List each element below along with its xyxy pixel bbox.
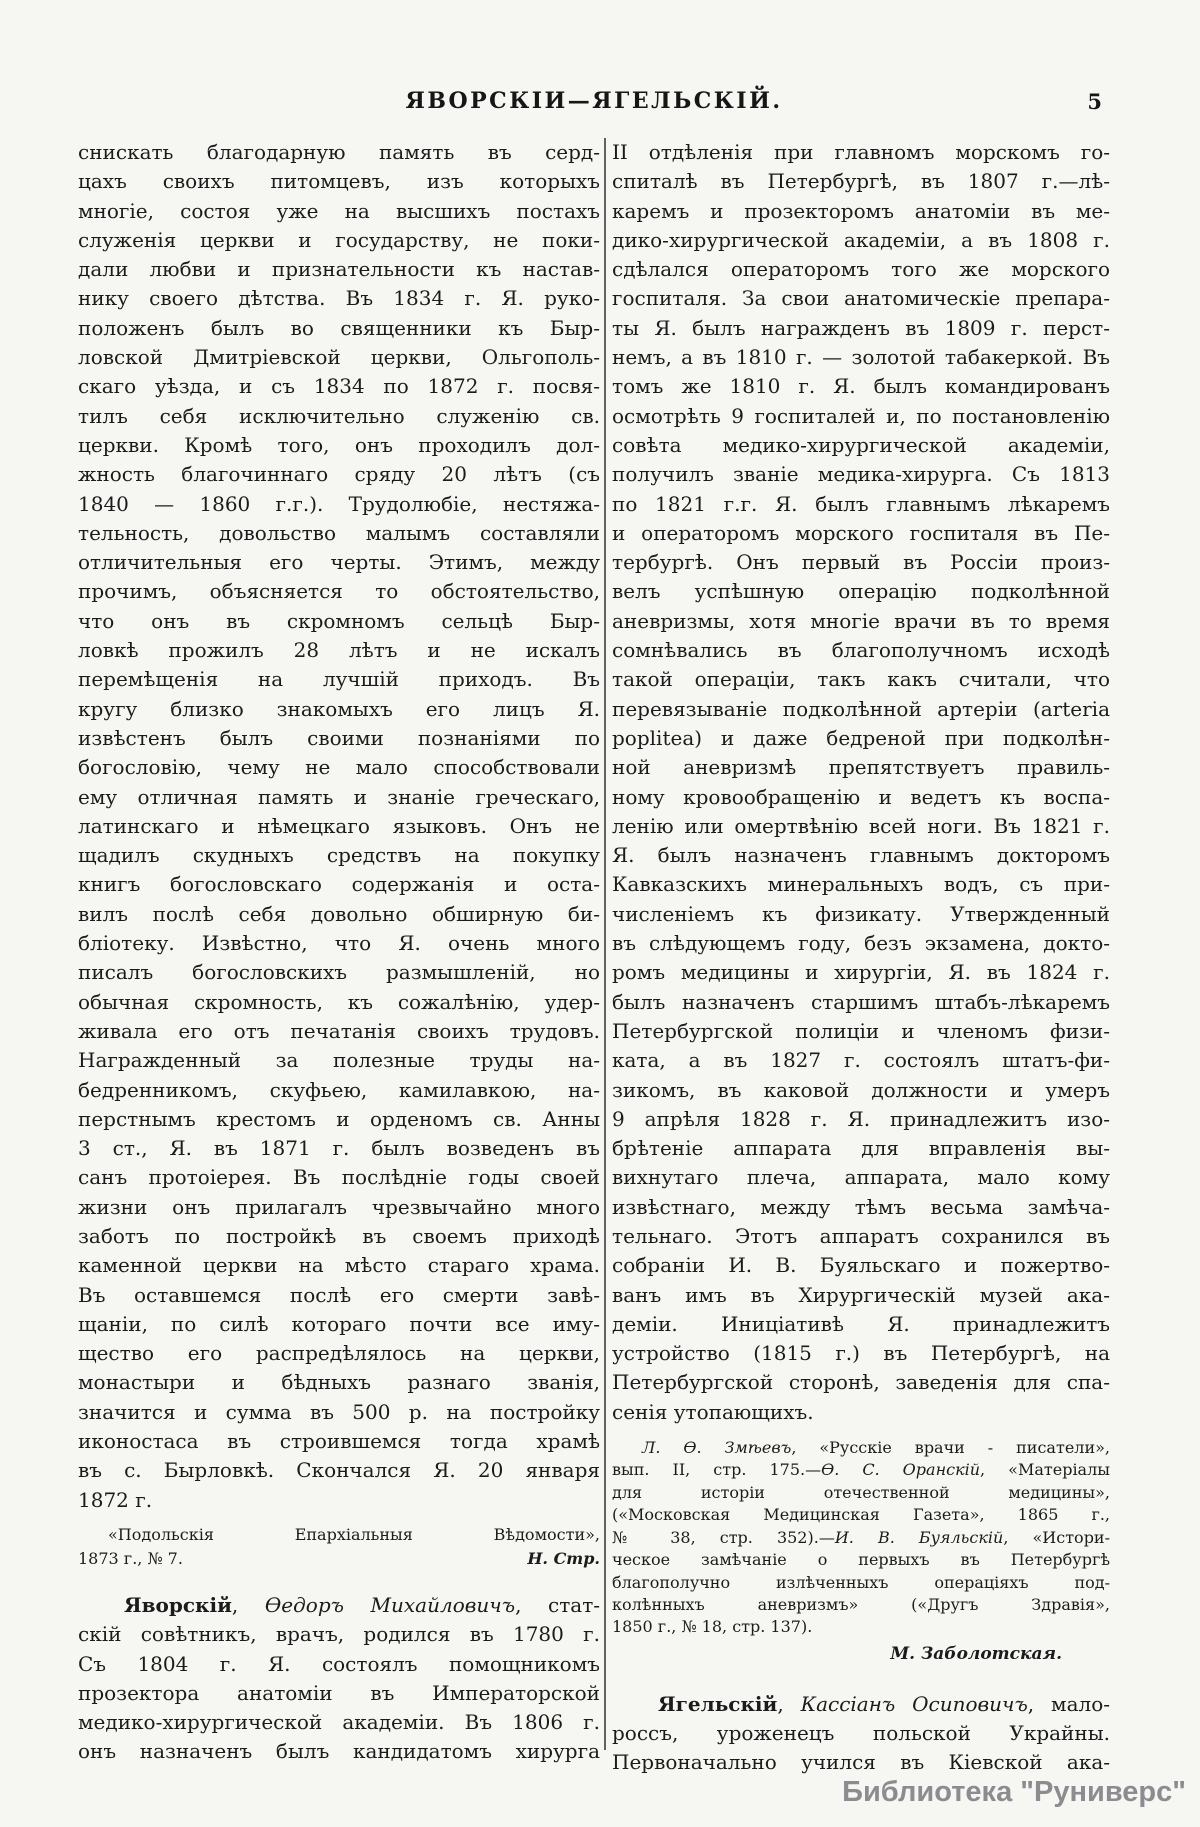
text-line: II отдѣленія при главномъ морскомъ го- [612, 140, 1110, 164]
text-line: 1850 г., № 18, стр. 137). [612, 1617, 813, 1637]
text-line: книгъ богословскаго содержанія и оста- [78, 872, 600, 897]
text-line: перемѣщенія на лучшій приходъ. Въ [78, 667, 600, 692]
text-line: церкви. Кромѣ того, онъ проходилъ дол- [78, 432, 600, 457]
text-line: ному кровообращенію и ведетъ къ воспа- [612, 784, 1110, 809]
text-line: Кавказскихъ минеральныхъ водъ, съ при- [612, 872, 1110, 897]
text-line: Ягельскій, Кассіанъ Осиповичъ, мало- [658, 1691, 1111, 1716]
text-line: poplitea) и даже бедреной при подколѣн- [612, 725, 1110, 750]
text-line: живала его отъ печатанія своихъ трудовъ. [78, 1018, 600, 1043]
text-line: благополучно излѣченныхъ операціяхъ под- [612, 1572, 1110, 1592]
text-line: («Московская Медицинская Газета», 1865 г., [612, 1505, 1110, 1525]
text-line: монастыри и бѣдныхъ разнаго званія, [78, 1370, 600, 1395]
text-line: многіе, состоя уже на высшихъ постахъ [78, 198, 600, 223]
text-line: онъ назначенъ былъ кандидатомъ хирурга [78, 1739, 600, 1764]
text-line: 1840 — 1860 г.г.). Трудолюбіе, нестяжа- [78, 491, 600, 516]
text-line: Яворскій, Ѳедоръ Михайловичъ, стат- [124, 1592, 601, 1617]
text-line: кругу близко знакомыхъ его лицъ Я. [78, 696, 600, 721]
text-line: дали любви и признательности къ настав- [78, 257, 600, 282]
text-line: каремъ и прозекторомъ анатоміи въ ме- [612, 198, 1110, 223]
text-line: госпиталя. За свои анатомическіе препара- [612, 286, 1110, 311]
text-line: цахъ своихъ питомцевъ, изъ которыхъ [78, 169, 600, 194]
text-line: щадилъ скудныхъ средствъ на покупку [78, 843, 600, 868]
entry-yagelsky-kassian [612, 1690, 1110, 1778]
text-line: въ с. Бырловкѣ. Скончался Я. 20 января [78, 1458, 600, 1483]
text-line: заботъ по постройкѣ въ своемъ приходѣ [78, 1223, 600, 1248]
text-line: тербургѣ. Онъ первый въ Россіи произ- [612, 550, 1110, 575]
text-line: вихнутаго плеча, аппарата, мало кому [612, 1165, 1110, 1190]
text-line: Петербургской полиціи и членомъ физи- [612, 1018, 1110, 1043]
text-line: перевязываніе подколѣнной артеріи (arteria [612, 696, 1110, 721]
text-line: сенія утопающихъ. [612, 1399, 814, 1424]
text-line: писалъ богословскихъ размышленій, но [78, 960, 600, 985]
text-line: бліотеку. Извѣстно, что Я. очень много [78, 931, 600, 956]
text-line: снискать благодарную память въ серд- [78, 140, 600, 164]
text-line: скій совѣтникъ, врачъ, родился въ 1780 г. [78, 1622, 600, 1647]
left-column [78, 138, 600, 1778]
text-line: колѣнныхъ аневризмъ» («Другъ Здравія», [612, 1594, 1110, 1614]
text-line: санъ протоіерея. Въ послѣдніе годы своей [78, 1165, 600, 1190]
right-column-body-text [612, 138, 1110, 1427]
text-line: и операторомъ морского госпиталя въ Пе- [612, 520, 1110, 545]
text-line: богословію, чему не мало способствовали [78, 755, 600, 780]
text-line: ловской Дмитріевской церкви, Ольгополь- [78, 345, 600, 370]
text-line: латинскаго и нѣмецкаго языковъ. Онъ не [78, 813, 600, 838]
text-line: прочимъ, объясняется то обстоятельство, [78, 579, 600, 604]
text-line: значится и сумма въ 500 р. на постройку [78, 1399, 600, 1424]
text-line: Награжденный за полезные труды на- [78, 1048, 600, 1073]
text-line: нику своего дѣтства. Въ 1834 г. Я. руко- [78, 286, 600, 311]
text-line: Въ оставшемся послѣ его смерти завѣ- [78, 1282, 600, 1307]
right-column-citation [612, 1437, 1110, 1639]
text-line: «Подольскія Епархіальныя Вѣдомости», [108, 1524, 600, 1544]
text-line: ловкѣ прожилъ 28 лѣтъ и не искалъ [78, 638, 600, 663]
text-line: тилъ себя исключительно служенію св. [78, 403, 600, 428]
column-divider-rule [604, 138, 606, 1750]
text-line: жность благочиннаго сряду 20 лѣтъ (съ [78, 462, 600, 487]
text-line: служенія церкви и государству, не поки- [78, 227, 600, 252]
running-head [78, 88, 1110, 114]
text-line: ромъ медицины и хирургіи, Я. въ 1824 г. [612, 960, 1110, 985]
text-line: щаніи, по силѣ котораго почти все иму- [78, 1311, 600, 1336]
text-line: ленію или омертвѣнію всей ноги. Въ 1821 г. [612, 813, 1110, 838]
text-line: извѣстнаго, между тѣмъ весьма замѣча- [612, 1194, 1110, 1219]
text-line: зикомъ, въ каковой должности и умеръ [612, 1077, 1110, 1102]
text-line: бедренникомъ, скуфьею, камилавкою, на- [78, 1077, 600, 1102]
text-line: сдѣлался операторомъ того же морского [612, 257, 1110, 282]
library-watermark: Библиотека "Руниверс" [842, 1776, 1186, 1808]
text-line: Я. былъ назначенъ главнымъ докторомъ [612, 843, 1110, 868]
text-line: ката, а въ 1827 г. состоялъ штатъ-фи- [612, 1048, 1110, 1073]
text-line: тельнаго. Этотъ аппаратъ сохранился въ [612, 1223, 1110, 1248]
text-line: каменной церкви на мѣсто стараго храма. [78, 1253, 600, 1278]
text-line: Съ 1804 г. Я. состоялъ помощникомъ [78, 1651, 600, 1676]
text-line: жизни онъ прилагалъ чрезвычайно много [78, 1194, 600, 1219]
text-line: 1872 г. [78, 1487, 153, 1512]
text-line: ты Я. былъ награжденъ въ 1809 г. перст- [612, 315, 1110, 340]
text-line: ческое замѣчаніе о первыхъ въ Петербургѣ [612, 1550, 1110, 1570]
text-line: извѣстенъ былъ своими познаніями по [78, 725, 600, 750]
text-line: Первоначально учился въ Кіевской ака- [612, 1750, 1110, 1775]
text-line: спиталѣ въ Петербургѣ, въ 1807 г.—лѣ- [612, 169, 1110, 194]
text-line: медико-хирургической академіи. Въ 1806 г. [78, 1710, 600, 1735]
text-line: аневризмы, хотя многіе врачи въ то время [612, 608, 1110, 633]
text-line: численіемъ къ физикату. Утвержденный [612, 901, 1110, 926]
text-line: 9 апрѣля 1828 г. Я. принадлежитъ изо- [612, 1106, 1110, 1131]
line-signature: Н. Стр. [527, 1548, 600, 1568]
text-line: томъ же 1810 г. Я. былъ командированъ [612, 374, 1110, 399]
left-column-body-text [78, 138, 600, 1515]
text-line: 3 ст., Я. въ 1871 г. былъ возведенъ въ [78, 1136, 600, 1161]
text-line: скаго уѣзда, и съ 1834 по 1872 г. посвя- [78, 374, 600, 399]
text-line: получилъ званіе медика-хирурга. Съ 1813 [612, 462, 1110, 487]
text-line: вилъ послѣ себя довольно обширную би- [78, 901, 600, 926]
running-head-title: ЯВОРСКІИ—ЯГЕЛЬСКІЙ. [405, 88, 783, 114]
text-line: Л. Ѳ. Змѣевъ, «Русскіе врачи - писатели», [642, 1438, 1110, 1458]
text-line: ванъ имъ въ Хирургическій музей ака- [612, 1282, 1110, 1307]
text-line: ему отличная память и знаніе греческаго, [78, 784, 600, 809]
text-line: что онъ въ скромномъ сельцѣ Быр- [78, 608, 600, 633]
text-line: отличительныя его черты. Этимъ, между [78, 550, 600, 575]
text-line: для исторіи отечественной медицины», [612, 1482, 1110, 1502]
text-line: сомнѣвались въ благополучномъ исходѣ [612, 638, 1110, 663]
text-line: осмотрѣть 9 госпиталей и, по постановленію [612, 403, 1110, 428]
text-line: прозектора анатоміи въ Императорской [78, 1680, 600, 1705]
text-line: Петербургской сторонѣ, заведенія для спа- [612, 1370, 1110, 1395]
author-signature: М. Заболотская. [890, 1643, 1062, 1664]
text-line: вып. II, стр. 175.—Ѳ. С. Оранскій, «Матеріалы [612, 1460, 1110, 1480]
text-line: по 1821 г.г. Я. былъ главнымъ лѣкаремъ [612, 491, 1110, 516]
text-line: положенъ былъ во священники къ Быр- [78, 315, 600, 340]
text-line: ной аневризмѣ препятствуетъ правиль- [612, 755, 1110, 780]
text-line: въ слѣдующемъ году, безъ экзамена, докто- [612, 931, 1110, 956]
text-line: 1873 г., № 7. Н. Стр. [78, 1547, 600, 1571]
text-line: былъ назначенъ старшимъ штабъ-лѣкаремъ [612, 989, 1110, 1014]
text-line: устройство (1815 г.) въ Петербургѣ, на [612, 1341, 1110, 1366]
text-line: перстнымъ крестомъ и орденомъ св. Анны [78, 1106, 600, 1131]
right-column [612, 138, 1110, 1778]
text-line: обычная скромность, къ сожалѣнію, удер- [78, 989, 600, 1014]
text-line: щество его распредѣлялось на церкви, [78, 1341, 600, 1366]
text-line: дико-хирургической академіи, а въ 1808 г. [612, 227, 1110, 252]
text-line: № 38, стр. 352).—И. В. Буяльскій, «Истори- [612, 1527, 1111, 1547]
text-line: такой операціи, такъ какъ считали, что [612, 667, 1110, 692]
text-line: россъ, уроженецъ польской Украйны. [612, 1721, 1110, 1746]
text-line: деміи. Иниціативѣ Я. принадлежитъ [612, 1311, 1110, 1336]
page-number: 5 [1087, 89, 1102, 114]
text-line: брѣтеніе аппарата для вправленія вы- [612, 1136, 1110, 1161]
text-line: велъ успѣшную операцію подколѣнной [612, 579, 1110, 604]
left-column-citation [78, 1523, 600, 1571]
text-line: совѣта медико-хирургической академіи, [612, 432, 1110, 457]
text-line: собраніи И. В. Буяльскаго и пожертво- [612, 1253, 1110, 1278]
text-line: тельность, довольство малымъ составляли [78, 520, 600, 545]
text-line: иконостаса въ строившемся тогда храмѣ [78, 1429, 600, 1454]
text-line: немъ, а въ 1810 г. — золотой табакеркой. Въ [612, 345, 1110, 370]
entry-yavorsky-fyodor [78, 1591, 600, 1767]
text-columns [78, 138, 1110, 1778]
